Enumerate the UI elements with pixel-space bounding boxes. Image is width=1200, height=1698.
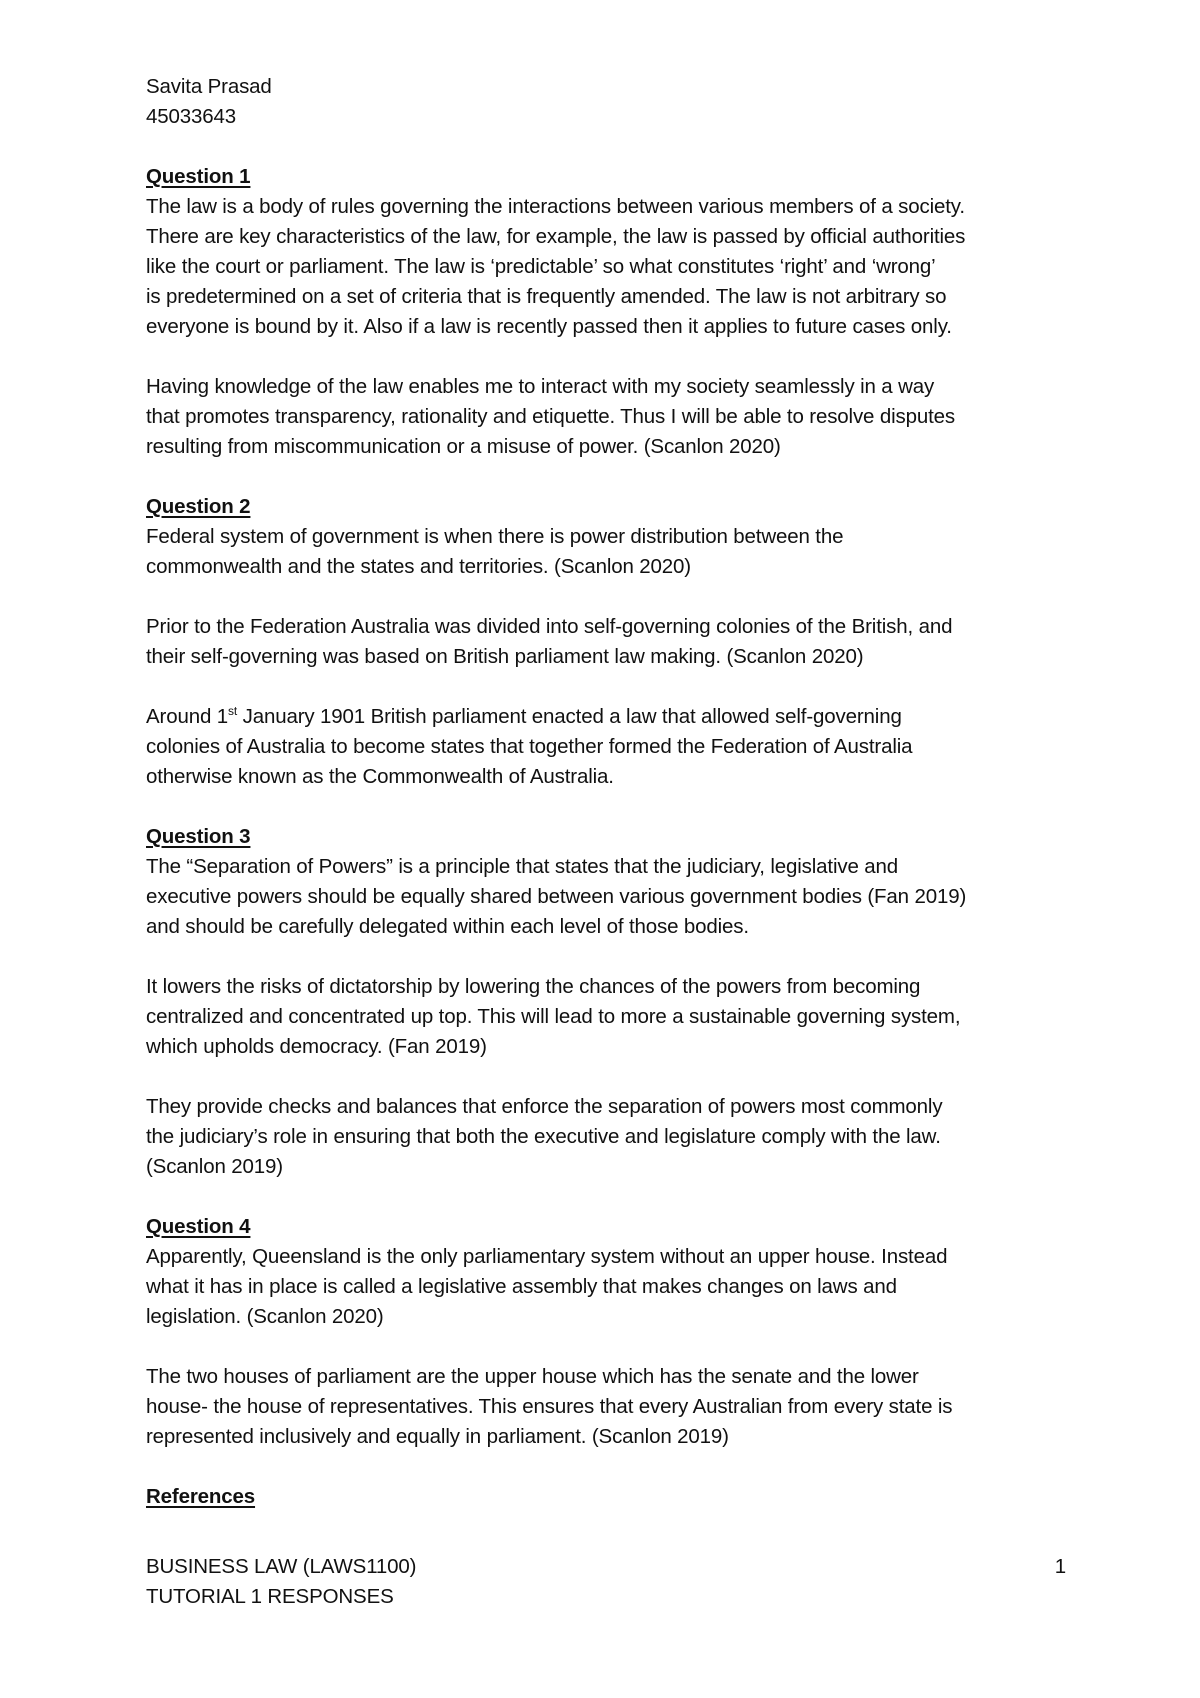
question-3-paragraph-2 [146, 972, 1066, 1062]
question-3-heading: Question 3 [146, 825, 251, 848]
page-footer [146, 1552, 1066, 1612]
section-question-1 [146, 162, 1066, 462]
section-question-4 [146, 1212, 1066, 1452]
question-2-paragraph-2 [146, 612, 1066, 672]
question-1-paragraph-1 [146, 192, 1066, 342]
section-question-2 [146, 492, 1066, 792]
question-2-heading: Question 2 [146, 495, 251, 518]
question-2-paragraph-3 [146, 702, 1066, 792]
text-line: the judiciary’s role in ensuring that both the executive and legislature comply with the law. [146, 1125, 941, 1148]
text-line: The two houses of parliament are the upper house which has the senate and the lower [146, 1365, 919, 1388]
text-line: Federal system of government is when there is power distribution between the [146, 525, 844, 548]
text-line: that promotes transparency, rationality and etiquette. Thus I will be able to resolve disputes [146, 405, 956, 428]
text-line: represented inclusively and equally in parliament. (Scanlon 2019) [146, 1425, 729, 1448]
text-line: Prior to the Federation Australia was divided into self-governing colonies of the British, and [146, 615, 953, 638]
author-name: Savita Prasad [146, 75, 272, 98]
author-block [146, 72, 1066, 132]
text-line: resulting from miscommunication or a misuse of power. (Scanlon 2020) [146, 435, 781, 458]
text-line: They provide checks and balances that enforce the separation of powers most commonly [146, 1095, 943, 1118]
section-references [146, 1482, 1066, 1512]
references-heading: References [146, 1485, 256, 1508]
ordinal-superscript: st [228, 704, 238, 718]
text-line: executive powers should be equally shared between various government bodies (Fan 2019) [146, 885, 967, 908]
question-3-paragraph-1 [146, 852, 1066, 942]
text-line: The law is a body of rules governing the interactions between various members of a society. [146, 195, 965, 218]
text-line: otherwise known as the Commonwealth of Australia. [146, 765, 614, 788]
text-line: and should be carefully delegated within each level of those bodies. [146, 915, 749, 938]
text-line: Apparently, Queensland is the only parliamentary system without an upper house. Instead [146, 1245, 948, 1268]
question-2-paragraph-1 [146, 522, 1066, 582]
text-line [146, 702, 1066, 732]
text-line: The “Separation of Powers” is a principle that states that the judiciary, legislative and [146, 855, 898, 878]
text-line: It lowers the risks of dictatorship by lowering the chances of the powers from becoming [146, 975, 921, 998]
question-3-paragraph-3 [146, 1092, 1066, 1182]
text-line: colonies of Australia to become states that together formed the Federation of Australia [146, 735, 913, 758]
text-line: house- the house of representatives. This ensures that every Australian from every state is [146, 1395, 953, 1418]
question-4-heading: Question 4 [146, 1215, 251, 1238]
page-number: 1 [1054, 1555, 1066, 1578]
question-1-heading: Question 1 [146, 165, 251, 188]
text-line: which upholds democracy. (Fan 2019) [146, 1035, 487, 1058]
text-line: centralized and concentrated up top. This will lead to more a sustainable governing system, [146, 1005, 961, 1028]
text-line: is predetermined on a set of criteria that is frequently amended. The law is not arbitrary so [146, 285, 947, 308]
text-line: Having knowledge of the law enables me to interact with my society seamlessly in a way [146, 375, 935, 398]
footer-tutorial: TUTORIAL 1 RESPONSES [146, 1585, 394, 1608]
text-line: legislation. (Scanlon 2020) [146, 1305, 384, 1328]
text-line: commonwealth and the states and territories. (Scanlon 2020) [146, 555, 691, 578]
student-id: 45033643 [146, 105, 237, 128]
question-4-paragraph-1 [146, 1242, 1066, 1332]
question-4-paragraph-2 [146, 1362, 1066, 1452]
text-fragment: January 1901 British parliament enacted a law that allowed self-governing [237, 705, 902, 728]
text-line: There are key characteristics of the law, for example, the law is passed by official authorities [146, 225, 966, 248]
text-line: what it has in place is called a legislative assembly that makes changes on laws and [146, 1275, 897, 1298]
text-fragment: Around 1 [146, 705, 229, 728]
text-line: (Scanlon 2019) [146, 1155, 283, 1178]
text-line: their self-governing was based on British parliament law making. (Scanlon 2020) [146, 645, 864, 668]
text-line: like the court or parliament. The law is ‘predictable’ so what constitutes ‘right’ and ‘wrong’ [146, 255, 936, 278]
footer-course: BUSINESS LAW (LAWS1100) [146, 1555, 417, 1578]
document-body [146, 72, 1066, 1512]
question-1-paragraph-2 [146, 372, 1066, 462]
section-question-3 [146, 822, 1066, 1182]
text-line: everyone is bound by it. Also if a law is recently passed then it applies to future cases only. [146, 315, 952, 338]
